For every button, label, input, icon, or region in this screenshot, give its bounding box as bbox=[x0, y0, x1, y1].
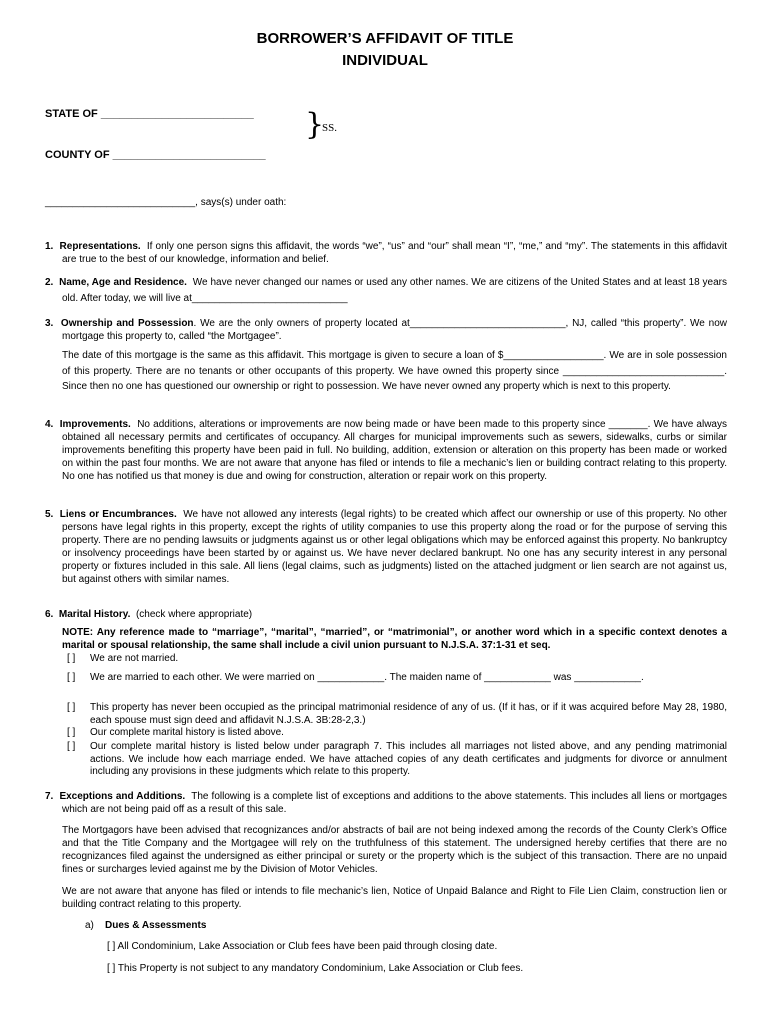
option-history-below-text: Our complete marital history is listed below under paragraph 7. This includes all marriages not listed above, and any pending matrimonial actions. We include how each marriage ended. We have attached copies of any death certificates and judgments for divorce or annulment including any provisions in these judgments which relate to this property. bbox=[90, 741, 727, 777]
section-7-paragraph-3: We are not aware that anyone has filed or intends to file mechanic’s lien, Notice of Unpaid Balance and Right to File Lien Claim, construction lien or building contract relating to this property. bbox=[62, 886, 727, 910]
section-ownership bbox=[45, 317, 727, 395]
section-3-body1: . We are the only owners of property located at____________________________, NJ, called “this property”. We now mortgage this property to, called “the Mortgagee”. bbox=[62, 318, 728, 342]
checkbox-history-below[interactable]: [ ] bbox=[67, 741, 76, 752]
county-line bbox=[45, 149, 266, 161]
state-blank[interactable]: _________________________ bbox=[100, 108, 254, 120]
section-exceptions bbox=[45, 790, 727, 816]
option-history-above-text: Our complete marital history is listed above. bbox=[90, 727, 284, 738]
section-1-body: If only one person signs this affidavit, the words “we”, “us” and “our” shall mean “I”, “me,” and “my”. The statements in this affidavit are true to the best of our knowledge, information and belief. bbox=[62, 241, 727, 265]
section-4-number: 4. bbox=[45, 419, 54, 430]
section-1-number: 1. bbox=[45, 241, 54, 252]
checkbox-residence[interactable]: [ ] bbox=[67, 702, 76, 713]
section-3-number: 3. bbox=[45, 318, 54, 329]
says-line: ___________________________, says(s) under oath: bbox=[45, 197, 287, 208]
dues-heading: Dues & Assessments bbox=[105, 920, 207, 931]
checkbox-married[interactable]: [ ] bbox=[67, 672, 76, 683]
state-line bbox=[45, 108, 254, 120]
marital-option-history-below bbox=[67, 741, 727, 779]
dues-option-not-subject[interactable]: [ ] This Property is not subject to any mandatory Condominium, Lake Association or Club fees. bbox=[107, 963, 524, 974]
county-blank[interactable]: _________________________ bbox=[112, 149, 266, 161]
section-3-body2: The date of this mortgage is the same as this affidavit. This mortgage is given to secure a loan of $__________________. We are in sole possession of this property. There are no tenants or other occupants of this property. We have owned this property since _____________________________. Since then no one has questioned our ownership or right to possession. We have never owned any property which is next to this property. bbox=[62, 350, 727, 392]
marital-option-not-married bbox=[67, 653, 727, 666]
section-2-body: We have never changed our names or used any other names. We are citizens of the United States and at least 18 years old. After today, we will live at____________________________ bbox=[62, 277, 727, 304]
marital-option-residence bbox=[67, 702, 727, 727]
document-title: BORROWER’S AFFIDAVIT OF TITLE bbox=[256, 30, 514, 47]
section-3-heading: Ownership and Possession bbox=[60, 318, 194, 329]
section-name-age bbox=[45, 275, 727, 307]
ss-label: SS. bbox=[322, 122, 337, 134]
checkbox-history-above[interactable]: [ ] bbox=[67, 727, 76, 738]
section-representations bbox=[45, 240, 727, 266]
section-7-paragraph-2: The Mortgagors have been advised that recognizances and/or abstracts of bail are not being indexed among the records of the County Clerk’s Office and that the Title Company and the Mortgagee will rely on the truthfulness of this statement. The undersigned hereby certifies that there are no recognizances filed against the undersigned as either principal or surety or the property which is the subject of this transaction. There are no unpaid fines or surcharges levied against me by the Division of Motor Vehicles. bbox=[62, 825, 727, 875]
section-5-number: 5. bbox=[45, 509, 54, 520]
brace-symbol: } bbox=[305, 107, 325, 142]
section-6-heading: Marital History. bbox=[58, 609, 131, 620]
document-subtitle: INDIVIDUAL bbox=[342, 52, 428, 69]
section-6-number: 6. bbox=[45, 609, 54, 620]
option-not-married-text: We are not married. bbox=[90, 653, 179, 664]
section-1-heading: Representations. bbox=[59, 241, 141, 252]
marital-option-history-above bbox=[67, 727, 727, 740]
section-liens bbox=[45, 508, 727, 586]
option-residence-text: This property has never been occupied as the principal matrimonial residence of any of us. (If it has, or if it was acquired before May 28, 1980, each spouse must sign deed and affidavit N.J.S.A. 3B:28-2,3.) bbox=[90, 702, 727, 726]
section-marital-history bbox=[45, 608, 727, 621]
section-5-heading: Liens or Encumbrances. bbox=[59, 509, 177, 520]
section-7-heading: Exceptions and Additions. bbox=[59, 791, 186, 802]
section-4-body: No additions, alterations or improvements are now being made or have been made to this property since _______. We have always obtained all necessary permits and certificates of occupancy. All charges for municipal improvements such as sewers, sidewalks, curbs or similar improvements benefiting this property have been paid in full. No building, addition, extension or alteration on this property has been made or worked on within the past four months. We are not aware that anyone has filed or intends to file a mechanic’s lien or building contract relating to this property. No one has notified us that money is due and owing for construction, alteration or repair work on this property. bbox=[62, 419, 727, 482]
dues-label: a) bbox=[85, 920, 94, 931]
county-label: COUNTY OF bbox=[45, 149, 110, 161]
section-7-body: The following is a complete list of exceptions and additions to the above statements. This includes all liens or mortgages which are not being paid off as a result of this sale. bbox=[62, 791, 727, 815]
section-5-body: We have not allowed any interests (legal rights) to be created which affect our ownership or use of this property. No other persons have legal rights in this property, except the rights of utility companies to use this property along the road or for the purpose of serving this property. There are no pending lawsuits or judgments against us or other legal obligations which may be enforced against this property. No bankruptcy or insolvency proceedings have been started by or against us. We have never declared bankrupt. No one has any security interest in any personal property or fixtures included in this sale. All liens (legal claims, such as judgments) listed on the attached judgment or lien search are not against us, but against others with similar names. bbox=[62, 509, 727, 585]
section-2-heading: Name, Age and Residence. bbox=[59, 277, 187, 288]
marital-note: NOTE: Any reference made to “marriage”, “marital”, “married”, or “matrimonial”, or another word which in a specific context denotes a marital or spousal relationship, the same shall include a civil union pursuant to N.J.S.A. 37:1-31 et seq. bbox=[62, 627, 727, 651]
dues-heading-line bbox=[85, 920, 206, 931]
dues-option-paid[interactable]: [ ] All Condominium, Lake Association or Club fees have been paid through closing date. bbox=[107, 941, 498, 952]
section-7-number: 7. bbox=[45, 791, 54, 802]
section-6-sub: (check where appropriate) bbox=[135, 609, 253, 620]
state-label: STATE OF bbox=[45, 108, 98, 120]
section-2-number: 2. bbox=[45, 277, 54, 288]
section-improvements bbox=[45, 418, 727, 483]
option-married-text: We are married to each other. We were married on ____________. The maiden name of ____________ was ____________. bbox=[90, 672, 644, 683]
marital-option-married bbox=[67, 669, 727, 686]
checkbox-not-married[interactable]: [ ] bbox=[67, 653, 76, 664]
section-4-heading: Improvements. bbox=[59, 419, 131, 430]
